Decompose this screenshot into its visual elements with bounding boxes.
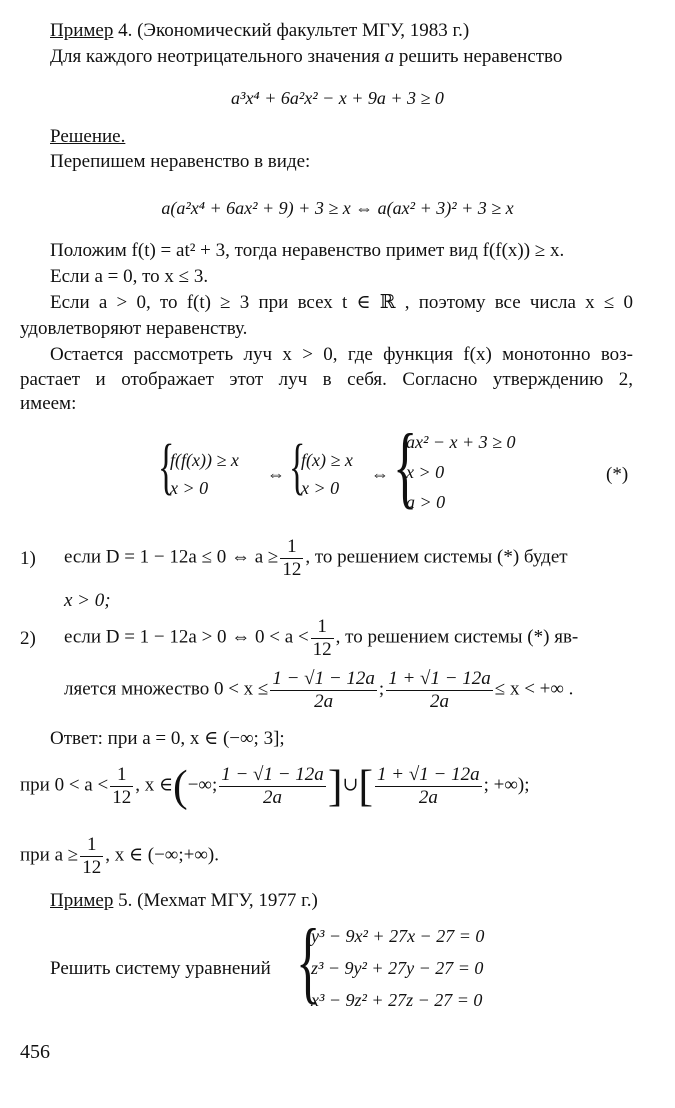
system2-row2: x > 0	[301, 478, 340, 498]
numerator: 1 + √1 − 12a	[388, 668, 491, 689]
item1-line2: x > 0;	[64, 590, 111, 611]
numerator: 1	[280, 536, 303, 559]
numerator: 1	[110, 764, 133, 787]
fraction-minus-root	[270, 668, 377, 713]
case-a-positive-line1: Если a > 0, то f(t) ≥ 3 при всех t ∈ ℝ , поэтому все числа x ≤ 0	[50, 292, 633, 313]
main-inequality	[0, 88, 675, 110]
example-5-title	[50, 890, 318, 913]
ray-paragraph-line2: растает и отображает этот луч в себя. Согласно утверждению 2,	[20, 369, 633, 390]
iff-symbol-2: ⇔	[371, 464, 389, 484]
denominator: 12	[312, 638, 332, 660]
rewritten-formula: a(a²x⁴ + 6ax² + 9) + 3 ≥ x ⇔ a(ax² + 3)² + 3 ≥ x	[161, 198, 514, 218]
rewritten-inequality	[0, 198, 675, 220]
fraction-minus-root	[219, 764, 326, 809]
system5-eq2: z³ − 9y² + 27y − 27 = 0	[311, 958, 484, 978]
left-paren: (	[173, 761, 188, 811]
example-label: Пример	[50, 890, 114, 911]
denominator: 12	[82, 856, 102, 878]
denominator: 2a	[429, 690, 449, 712]
denominator: 12	[282, 558, 302, 580]
task-text: Для каждого неотрицательного значения	[50, 46, 385, 67]
fraction-one-twelfth	[80, 834, 103, 879]
case-a-zero: Если a = 0, то x ≤ 3.	[50, 266, 209, 287]
fraction-plus-root	[375, 764, 482, 809]
system3-row3: a > 0	[406, 492, 446, 512]
example-title-text: 4. (Экономический факультет МГУ, 1983 г.)	[113, 20, 470, 41]
example-title-text: 5. (Мехмат МГУ, 1977 г.)	[113, 890, 318, 911]
answer-line3	[20, 834, 219, 879]
rewrite-text: Перепишем неравенство в виде:	[50, 151, 311, 172]
item2-conclusion: , то решением системы (*) яв-	[335, 626, 579, 648]
solution-set-start: ляется множество 0 < x ≤	[64, 678, 269, 700]
denominator: 12	[112, 786, 132, 808]
system5-brace: {	[296, 910, 321, 1012]
system1-row2: x > 0	[170, 478, 209, 498]
denominator: 2a	[314, 690, 334, 712]
solution-set-end: ≤ x < +∞ .	[494, 678, 574, 700]
left-bracket: [	[358, 761, 374, 811]
numerator: 1 + √1 − 12a	[377, 764, 480, 785]
answer2-condition: при 0 < a <	[20, 774, 109, 796]
system5-eq1: y³ − 9x² + 27x − 27 = 0	[311, 926, 485, 946]
task-text-end: решить неравенство	[394, 46, 563, 67]
ray-paragraph-line1: Остается рассмотреть луч x > 0, где функция f(x) монотонно воз-	[50, 344, 633, 365]
fraction-one-twelfth	[110, 764, 133, 809]
separator: ;	[378, 678, 385, 700]
fraction-one-twelfth	[311, 616, 334, 661]
case-a-positive-line2: удовлетворяют неравенству.	[20, 318, 248, 339]
example-label: Пример	[50, 20, 114, 41]
system2-row1: f(x) ≥ x	[301, 450, 353, 470]
system5-eq3: x³ − 9z² + 27z − 27 = 0	[311, 990, 483, 1010]
example-4-title	[50, 20, 469, 43]
numerator: 1	[311, 616, 334, 639]
task-variable: a	[384, 46, 395, 67]
union-symbol: ∪	[342, 774, 359, 796]
fraction-plus-root	[386, 668, 493, 713]
item2-condition: если D = 1 − 12a > 0 ⇔ 0 < a <	[64, 626, 309, 648]
answer2-end: );	[517, 774, 530, 796]
fraction-one-twelfth	[280, 536, 303, 581]
answer-line1: Ответ: при a = 0, x ∈ (−∞; 3];	[50, 728, 285, 749]
system1-row1: f(f(x)) ≥ x	[170, 450, 239, 470]
pos-infinity: ; +∞	[483, 774, 518, 796]
system1-brace: {	[158, 433, 175, 501]
item2-line1	[64, 616, 578, 661]
answer2-membership: , x ∈	[135, 774, 174, 796]
system3-row1: ax² − x + 3 ≥ 0	[406, 432, 516, 452]
star-label: (*)	[606, 464, 629, 485]
right-bracket: ]	[327, 761, 343, 811]
denominator: 2a	[263, 786, 283, 808]
numerator: 1 − √1 − 12a	[272, 668, 375, 689]
item1-conclusion: , то решением системы (*) будет	[305, 546, 568, 568]
example-4-task	[50, 46, 562, 69]
system2-brace: {	[289, 433, 306, 501]
system3-row2: x > 0	[406, 462, 445, 482]
item2-number: 2)	[20, 628, 36, 649]
numerator: 1 − √1 − 12a	[221, 764, 324, 785]
answer3-membership: , x ∈ (−∞;+∞).	[105, 844, 219, 866]
answer-line2	[20, 761, 530, 811]
ray-paragraph-line3: имеем:	[20, 393, 77, 414]
item1-condition: если D = 1 − 12a ≤ 0 ⇔ a ≥	[64, 546, 279, 568]
neg-infinity: −∞;	[187, 774, 218, 796]
system3-brace: {	[393, 415, 418, 517]
item1-line1	[64, 536, 568, 581]
solution-heading: Решение.	[50, 126, 126, 147]
iff-symbol-1: ⇔	[267, 464, 285, 484]
answer3-condition: при a ≥	[20, 844, 79, 866]
item2-line2	[64, 668, 573, 713]
item1-number: 1)	[20, 548, 36, 569]
inequality-formula: a³x⁴ + 6a²x² − x + 9a + 3 ≥ 0	[231, 88, 444, 108]
example-5-task: Решить систему уравнений	[50, 958, 271, 979]
page-number: 456	[20, 1041, 50, 1063]
define-f-text: Положим f(t) = at² + 3, тогда неравенство примет вид f(f(x)) ≥ x.	[50, 240, 565, 261]
numerator: 1	[80, 834, 103, 857]
denominator: 2a	[418, 786, 438, 808]
